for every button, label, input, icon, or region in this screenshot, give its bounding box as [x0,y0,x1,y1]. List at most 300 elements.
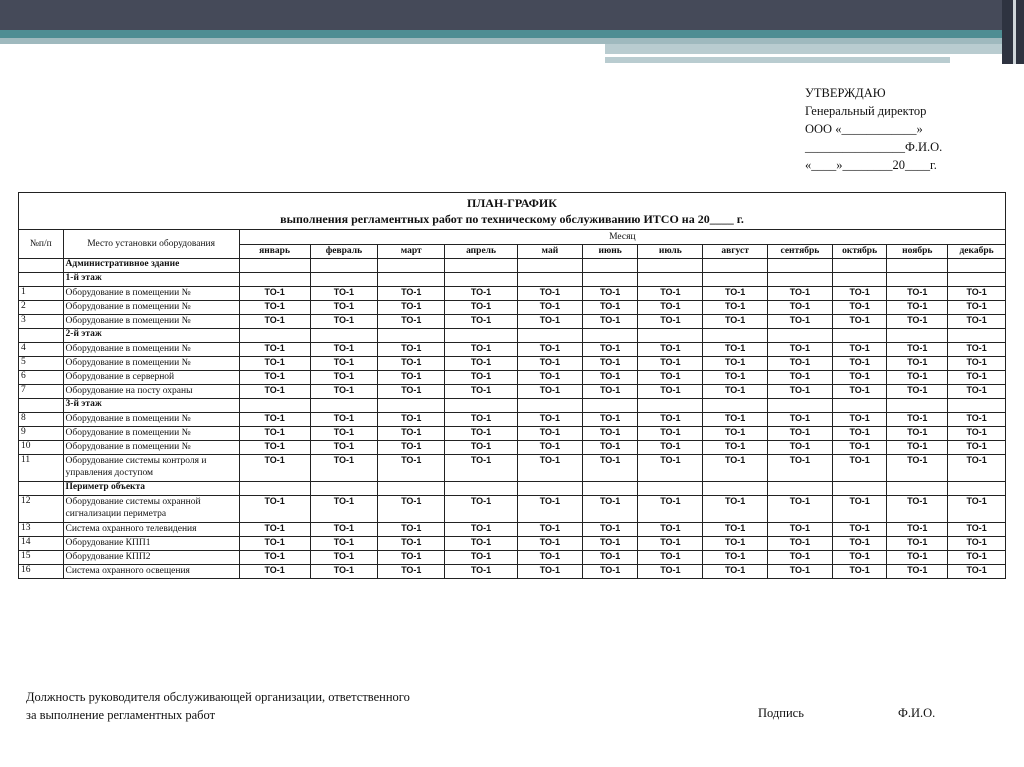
section-empty-cell [378,482,445,496]
maintenance-cell: ТО-1 [887,413,948,427]
section-empty-cell [517,329,582,343]
maintenance-cell: ТО-1 [310,496,378,523]
maintenance-cell: ТО-1 [310,343,378,357]
maintenance-cell: ТО-1 [638,565,703,579]
maintenance-cell: ТО-1 [378,371,445,385]
maintenance-cell: ТО-1 [239,441,310,455]
month-header: сентябрь [768,245,833,259]
approval-date-line: «____»________20____г. [805,158,937,172]
maintenance-cell: ТО-1 [582,427,638,441]
table-row [19,496,1006,523]
maintenance-cell: ТО-1 [703,455,768,482]
maintenance-cell: ТО-1 [948,537,1006,551]
maintenance-cell: ТО-1 [703,301,768,315]
section-empty-cell [703,482,768,496]
section-empty-cell [638,273,703,287]
month-header: ноябрь [887,245,948,259]
table-row [19,287,1006,301]
table-row [19,441,1006,455]
section-empty-cell [239,329,310,343]
maintenance-cell: ТО-1 [948,551,1006,565]
maintenance-cell: ТО-1 [310,385,378,399]
maintenance-cell: ТО-1 [310,301,378,315]
section-empty-cell [768,482,833,496]
maintenance-cell: ТО-1 [768,385,833,399]
maintenance-cell: ТО-1 [703,385,768,399]
month-header: декабрь [948,245,1006,259]
maintenance-cell: ТО-1 [768,357,833,371]
maintenance-cell: ТО-1 [948,523,1006,537]
maintenance-cell: ТО-1 [832,287,887,301]
row-number: 7 [19,385,64,399]
maintenance-cell: ТО-1 [832,441,887,455]
section-row [19,273,1006,287]
maintenance-cell: ТО-1 [832,551,887,565]
month-header: январь [239,245,310,259]
month-header: июнь [582,245,638,259]
row-place: Система охранного освещения [63,565,239,579]
maintenance-cell: ТО-1 [517,427,582,441]
row-number: 13 [19,523,64,537]
maintenance-cell: ТО-1 [703,565,768,579]
table-title: ПЛАН-ГРАФИК [467,196,557,210]
section-row [19,259,1006,273]
maintenance-cell: ТО-1 [582,496,638,523]
footer-signature-label: Подпись [758,706,804,720]
maintenance-cell: ТО-1 [310,551,378,565]
section-empty-cell [239,259,310,273]
maintenance-cell: ТО-1 [445,385,518,399]
maintenance-cell: ТО-1 [768,413,833,427]
maintenance-cell: ТО-1 [582,537,638,551]
maintenance-cell: ТО-1 [378,523,445,537]
section-empty-cell [703,273,768,287]
row-number: 12 [19,496,64,523]
maintenance-cell: ТО-1 [638,301,703,315]
maintenance-cell: ТО-1 [703,496,768,523]
table-row [19,523,1006,537]
maintenance-cell: ТО-1 [517,287,582,301]
section-num-cell [19,329,64,343]
maintenance-cell: ТО-1 [517,441,582,455]
section-empty-cell [887,329,948,343]
maintenance-cell: ТО-1 [948,441,1006,455]
header-accent-stripe [605,44,1024,54]
maintenance-cell: ТО-1 [948,427,1006,441]
maintenance-cell: ТО-1 [948,413,1006,427]
section-empty-cell [517,399,582,413]
maintenance-cell: ТО-1 [517,343,582,357]
header-place: Место установки оборудования [63,230,239,259]
maintenance-cell: ТО-1 [768,371,833,385]
maintenance-cell: ТО-1 [832,343,887,357]
maintenance-cell: ТО-1 [832,413,887,427]
maintenance-cell: ТО-1 [239,551,310,565]
maintenance-cell: ТО-1 [948,287,1006,301]
maintenance-cell: ТО-1 [445,371,518,385]
row-place: Система охранного телевидения [63,523,239,537]
maintenance-cell: ТО-1 [310,427,378,441]
maintenance-cell: ТО-1 [832,385,887,399]
row-place: Оборудование КПП2 [63,551,239,565]
maintenance-cell: ТО-1 [582,287,638,301]
maintenance-cell: ТО-1 [445,496,518,523]
maintenance-cell: ТО-1 [638,413,703,427]
row-place: Оборудование в помещении № [63,427,239,441]
maintenance-cell: ТО-1 [582,565,638,579]
table-row [19,413,1006,427]
row-place: Оборудование в помещении № [63,413,239,427]
maintenance-cell: ТО-1 [638,343,703,357]
maintenance-cell: ТО-1 [582,371,638,385]
section-empty-cell [310,259,378,273]
maintenance-cell: ТО-1 [768,496,833,523]
footer-position-line1: Должность руководителя обслуживающей организации, ответственного [26,690,410,704]
header-teal-stripe [0,30,1024,38]
section-empty-cell [582,482,638,496]
section-empty-cell [948,329,1006,343]
section-empty-cell [703,399,768,413]
section-empty-cell [310,329,378,343]
table-row [19,371,1006,385]
approval-name-line: ________________Ф.И.О. [805,140,943,154]
section-empty-cell [310,399,378,413]
section-row [19,482,1006,496]
maintenance-cell: ТО-1 [310,455,378,482]
section-empty-cell [832,329,887,343]
section-empty-cell [378,329,445,343]
maintenance-cell: ТО-1 [310,565,378,579]
maintenance-cell: ТО-1 [582,385,638,399]
row-place: Оборудование КПП1 [63,537,239,551]
maintenance-cell: ТО-1 [378,455,445,482]
maintenance-cell: ТО-1 [517,551,582,565]
section-empty-cell [239,399,310,413]
maintenance-cell: ТО-1 [445,287,518,301]
maintenance-cell: ТО-1 [239,523,310,537]
maintenance-cell: ТО-1 [832,523,887,537]
maintenance-cell: ТО-1 [310,287,378,301]
table-row [19,537,1006,551]
maintenance-cell: ТО-1 [239,343,310,357]
maintenance-cell: ТО-1 [445,315,518,329]
maintenance-cell: ТО-1 [887,371,948,385]
section-empty-cell [638,329,703,343]
footer-position-line2: за выполнение регламентных работ [26,708,216,722]
maintenance-cell: ТО-1 [948,357,1006,371]
maintenance-cell: ТО-1 [768,287,833,301]
maintenance-cell: ТО-1 [703,371,768,385]
maintenance-cell: ТО-1 [582,551,638,565]
section-name: 3-й этаж [63,399,239,413]
maintenance-cell: ТО-1 [517,315,582,329]
row-place: Оборудование в серверной [63,371,239,385]
maintenance-cell: ТО-1 [887,565,948,579]
maintenance-cell: ТО-1 [517,523,582,537]
maintenance-cell: ТО-1 [948,496,1006,523]
maintenance-cell: ТО-1 [703,537,768,551]
row-place: Оборудование в помещении № [63,315,239,329]
maintenance-cell: ТО-1 [378,427,445,441]
maintenance-cell: ТО-1 [948,315,1006,329]
section-empty-cell [638,482,703,496]
section-empty-cell [703,259,768,273]
maintenance-cell: ТО-1 [445,413,518,427]
section-empty-cell [517,259,582,273]
table-row [19,315,1006,329]
maintenance-cell: ТО-1 [887,427,948,441]
maintenance-cell: ТО-1 [638,496,703,523]
maintenance-cell: ТО-1 [517,301,582,315]
header-accent-stripe-thin [605,57,950,63]
maintenance-cell: ТО-1 [239,385,310,399]
maintenance-cell: ТО-1 [832,427,887,441]
row-number: 2 [19,301,64,315]
maintenance-cell: ТО-1 [887,523,948,537]
section-empty-cell [887,399,948,413]
maintenance-cell: ТО-1 [703,357,768,371]
section-empty-cell [582,329,638,343]
maintenance-cell: ТО-1 [638,385,703,399]
row-place: Оборудование системы контроля и управления доступом [63,455,239,482]
section-empty-cell [887,482,948,496]
maintenance-cell: ТО-1 [239,315,310,329]
section-empty-cell [948,259,1006,273]
header-dark-bar [0,0,1024,30]
maintenance-cell: ТО-1 [239,301,310,315]
maintenance-cell: ТО-1 [445,301,518,315]
maintenance-cell: ТО-1 [887,455,948,482]
table-row [19,385,1006,399]
maintenance-cell: ТО-1 [517,385,582,399]
section-empty-cell [378,399,445,413]
maintenance-cell: ТО-1 [768,343,833,357]
maintenance-cell: ТО-1 [832,301,887,315]
maintenance-cell: ТО-1 [887,441,948,455]
maintenance-cell: ТО-1 [445,343,518,357]
maintenance-cell: ТО-1 [239,496,310,523]
maintenance-cell: ТО-1 [582,357,638,371]
maintenance-cell: ТО-1 [378,357,445,371]
footer-fio-label: Ф.И.О. [898,706,936,720]
section-empty-cell [832,273,887,287]
section-empty-cell [582,259,638,273]
maintenance-cell: ТО-1 [887,343,948,357]
maintenance-cell: ТО-1 [887,496,948,523]
maintenance-cell: ТО-1 [239,427,310,441]
maintenance-cell: ТО-1 [832,455,887,482]
maintenance-cell: ТО-1 [768,551,833,565]
section-name: 2-й этаж [63,329,239,343]
maintenance-cell: ТО-1 [832,537,887,551]
maintenance-cell: ТО-1 [239,287,310,301]
row-place: Оборудование в помещении № [63,441,239,455]
maintenance-cell: ТО-1 [832,565,887,579]
table-row [19,455,1006,482]
table-row [19,301,1006,315]
section-empty-cell [887,273,948,287]
section-name: 1-й этаж [63,273,239,287]
month-header: апрель [445,245,518,259]
maintenance-cell: ТО-1 [239,371,310,385]
maintenance-cell: ТО-1 [517,357,582,371]
section-num-cell [19,482,64,496]
header-right-line [1013,0,1016,64]
footer-block [26,688,446,724]
section-empty-cell [768,399,833,413]
section-empty-cell [768,273,833,287]
maintenance-cell: ТО-1 [582,413,638,427]
maintenance-cell: ТО-1 [638,537,703,551]
section-empty-cell [887,259,948,273]
maintenance-cell: ТО-1 [768,537,833,551]
maintenance-cell: ТО-1 [703,287,768,301]
maintenance-cell: ТО-1 [948,385,1006,399]
maintenance-cell: ТО-1 [638,455,703,482]
maintenance-cell: ТО-1 [703,441,768,455]
maintenance-cell: ТО-1 [768,301,833,315]
maintenance-cell: ТО-1 [768,455,833,482]
maintenance-cell: ТО-1 [517,413,582,427]
maintenance-cell: ТО-1 [378,287,445,301]
maintenance-cell: ТО-1 [582,455,638,482]
maintenance-cell: ТО-1 [703,343,768,357]
maintenance-cell: ТО-1 [239,537,310,551]
section-empty-cell [832,399,887,413]
maintenance-cell: ТО-1 [517,565,582,579]
month-header: май [517,245,582,259]
row-place: Оборудование в помещении № [63,343,239,357]
maintenance-cell: ТО-1 [638,315,703,329]
schedule-table [18,192,1006,579]
maintenance-cell: ТО-1 [832,496,887,523]
maintenance-cell: ТО-1 [887,287,948,301]
maintenance-cell: ТО-1 [445,565,518,579]
maintenance-cell: ТО-1 [638,441,703,455]
maintenance-cell: ТО-1 [703,315,768,329]
maintenance-cell: ТО-1 [887,537,948,551]
section-empty-cell [445,399,518,413]
maintenance-cell: ТО-1 [517,496,582,523]
maintenance-cell: ТО-1 [445,551,518,565]
row-place: Оборудование на посту охраны [63,385,239,399]
maintenance-cell: ТО-1 [378,343,445,357]
maintenance-cell: ТО-1 [445,523,518,537]
maintenance-cell: ТО-1 [310,413,378,427]
maintenance-cell: ТО-1 [768,315,833,329]
maintenance-cell: ТО-1 [768,441,833,455]
maintenance-cell: ТО-1 [310,315,378,329]
table-header-row [19,230,1006,245]
maintenance-cell: ТО-1 [887,315,948,329]
section-empty-cell [239,273,310,287]
maintenance-cell: ТО-1 [638,357,703,371]
maintenance-cell: ТО-1 [703,523,768,537]
maintenance-cell: ТО-1 [445,441,518,455]
section-num-cell [19,273,64,287]
row-place: Оборудование в помещении № [63,357,239,371]
maintenance-cell: ТО-1 [378,385,445,399]
maintenance-cell: ТО-1 [378,496,445,523]
maintenance-cell: ТО-1 [638,523,703,537]
maintenance-cell: ТО-1 [768,565,833,579]
section-empty-cell [445,273,518,287]
maintenance-cell: ТО-1 [310,523,378,537]
table-title-row [19,193,1006,230]
section-empty-cell [703,329,768,343]
maintenance-cell: ТО-1 [239,455,310,482]
section-row [19,329,1006,343]
section-empty-cell [768,329,833,343]
maintenance-cell: ТО-1 [887,301,948,315]
maintenance-cell: ТО-1 [887,357,948,371]
maintenance-cell: ТО-1 [832,357,887,371]
maintenance-cell: ТО-1 [582,301,638,315]
row-number: 16 [19,565,64,579]
section-name: Периметр объекта [63,482,239,496]
month-header: март [378,245,445,259]
row-number: 15 [19,551,64,565]
row-number: 8 [19,413,64,427]
maintenance-cell: ТО-1 [378,315,445,329]
maintenance-cell: ТО-1 [768,523,833,537]
section-empty-cell [445,259,518,273]
section-empty-cell [310,273,378,287]
section-empty-cell [638,399,703,413]
section-empty-cell [310,482,378,496]
section-empty-cell [517,482,582,496]
maintenance-cell: ТО-1 [638,551,703,565]
month-header: август [703,245,768,259]
maintenance-cell: ТО-1 [638,427,703,441]
row-number: 11 [19,455,64,482]
section-empty-cell [378,259,445,273]
maintenance-cell: ТО-1 [638,371,703,385]
section-empty-cell [582,273,638,287]
section-num-cell [19,399,64,413]
section-num-cell [19,259,64,273]
maintenance-cell: ТО-1 [445,455,518,482]
section-empty-cell [768,259,833,273]
maintenance-cell: ТО-1 [638,287,703,301]
maintenance-cell: ТО-1 [768,427,833,441]
section-empty-cell [638,259,703,273]
header-month: Месяц [239,230,1005,245]
maintenance-cell: ТО-1 [378,537,445,551]
maintenance-cell: ТО-1 [239,565,310,579]
table-row [19,551,1006,565]
maintenance-cell: ТО-1 [832,371,887,385]
approval-position: Генеральный директор [805,104,927,118]
section-name: Административное здание [63,259,239,273]
row-number: 14 [19,537,64,551]
maintenance-cell: ТО-1 [378,441,445,455]
maintenance-cell: ТО-1 [832,315,887,329]
approval-block [805,84,1005,174]
row-number: 4 [19,343,64,357]
section-empty-cell [582,399,638,413]
section-empty-cell [832,259,887,273]
header-num: №п/п [19,230,64,259]
maintenance-cell: ТО-1 [517,537,582,551]
maintenance-cell: ТО-1 [948,301,1006,315]
maintenance-cell: ТО-1 [445,427,518,441]
row-number: 9 [19,427,64,441]
section-empty-cell [239,482,310,496]
row-number: 3 [19,315,64,329]
maintenance-cell: ТО-1 [310,371,378,385]
row-number: 10 [19,441,64,455]
